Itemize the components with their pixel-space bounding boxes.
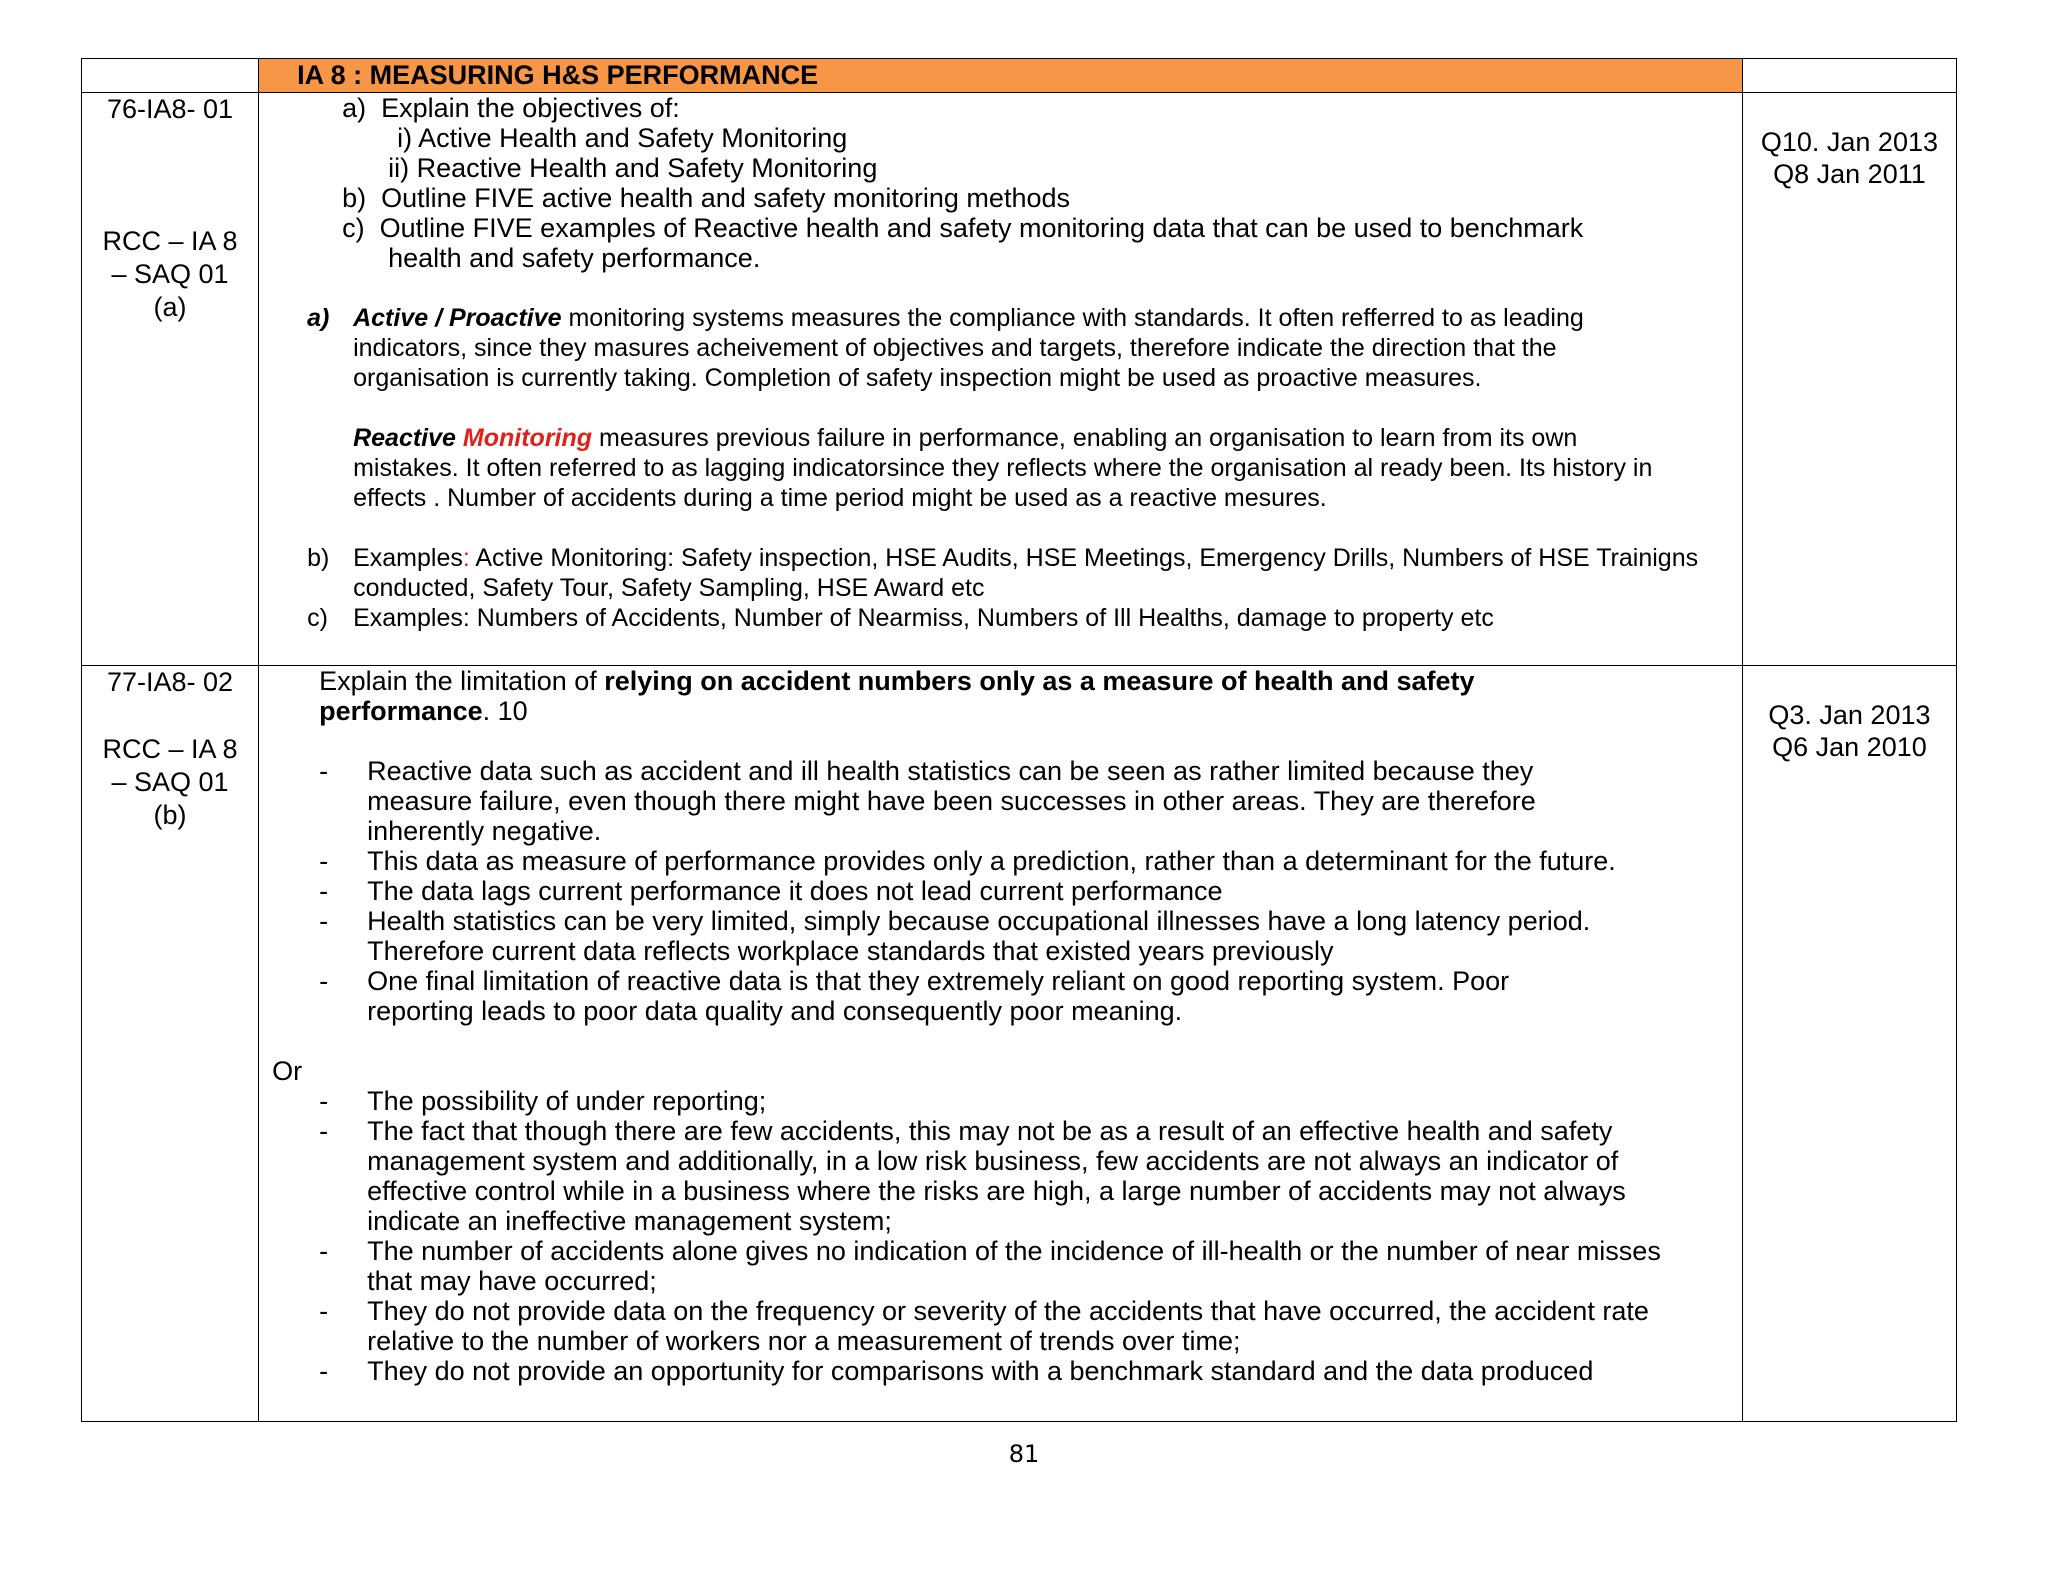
answer-term-highlight: Monitoring [462,424,593,452]
syllabus-ref-line: – SAQ 01 [111,767,229,797]
syllabus-ref-line: RCC – IA 8 [102,226,238,256]
answer-term: Active / Proactive [353,304,562,332]
list-item: - Reactive data such as accident and ill health statistics can be seen as rather limited because they measure failure, even though there might have been successes in other areas. They are therefore inherently negative. [319,756,1536,846]
bullet-list-limitations [259,756,1742,1026]
question-text: Explain the limitation of relying on accident numbers only as a measure of health and safety performance. 10 [319,666,1475,726]
answer-reactive: Reactive Monitoring measures previous failure in performance, enabling an organisation to learn from its own mistakes. It often referred to as lagging indicatorsince they reflects where the organisation al ready been. Its history in effects . Number of accidents during a time period might be used as a reactive mesures. [353,424,1653,512]
list-item: - One final limitation of reactive data is that they extremely reliant on good reporting system. Poor reporting leads to poor data quality and consequently poor meaning. [319,966,1510,1026]
section-header-row [82,59,1957,93]
question-part-b: b) Outline FIVE active health and safety monitoring methods [342,183,1070,213]
syllabus-ref-line: RCC – IA 8 [102,734,238,764]
bullet-list-alternative [259,1086,1742,1386]
header-empty-id-cell [82,59,259,93]
question-part-c-cont: health and safety performance. [388,243,761,273]
question-content-cell [259,666,1743,1422]
question-part-a-ii: ii) Reactive Health and Safety Monitoring [388,153,878,183]
question-row-77 [82,666,1957,1422]
page-number: 81 [1008,1440,1040,1468]
list-item: - They do not provide data on the frequency or severity of the accidents that have occurred, the accident rate relative to the number of workers nor a measurement of trends over time; [319,1296,1649,1356]
section-title: IA 8 : MEASURING H&S PERFORMANCE [297,60,819,90]
question-part-c: c) Outline FIVE examples of Reactive health and safety monitoring data that can be used to benchmark [342,213,1584,243]
list-item: - The possibility of under reporting; [319,1086,767,1116]
question-row-76 [82,93,1957,666]
answer-marker: c) [307,604,328,632]
question-number: 76-IA8- 01 [107,94,234,124]
exam-reference: Q8 Jan 2011 [1773,159,1926,189]
or-separator: Or [272,1056,303,1086]
exam-reference-cell [1742,93,1956,666]
question-part-a-i: i) Active Health and Safety Monitoring [397,123,848,153]
question-number: 77-IA8- 02 [107,667,234,697]
question-id-cell [82,666,259,1422]
list-item: - Health statistics can be very limited, simply because occupational illnesses have a long latency period. Therefore current data reflects workplace standards that existed years previously [319,906,1591,966]
answer-part-c: c) Examples: Numbers of Accidents, Number of Nearmiss, Numbers of Ill Healths, damage to property etc [307,604,1494,632]
question-part-a: a) Explain the objectives of: [342,93,680,123]
question-id-cell [82,93,259,666]
answer-part-b: b) Examples: Active Monitoring: Safety inspection, HSE Audits, HSE Meetings, Emergency Drills, Numbers of HSE Trainigns conducted, Safety Tour, Safety Sampling, HSE Award etc [307,544,1699,602]
exam-reference: Q10. Jan 2013 [1760,127,1938,157]
answer-part-a: a) Active / Proactive monitoring systems measures the compliance with standards. It often refferred to as leading indicators, since they masures acheivement of objectives and targets, therefore indicate the direction that the organisation is currently taking. Completion of safety inspection might be used as proactive measures. [307,304,1584,392]
list-item: - The data lags current performance it does not lead current performance [319,876,1223,906]
syllabus-ref-line: – SAQ 01 [111,259,229,289]
exam-reference: Q3. Jan 2013 [1768,700,1931,730]
list-item: - The fact that though there are few accidents, this may not be as a result of an effective health and safety management system and additionally, in a low risk business, few accidents are not always an indicator of effective control while in a business where the risks are high, a large number of accidents may not always indicate an ineffective management system; [319,1116,1626,1236]
header-empty-ref-cell [1742,59,1956,93]
list-item: - They do not provide an opportunity for comparisons with a benchmark standard and the data produced [319,1356,1594,1386]
list-item: - This data as measure of performance provides only a prediction, rather than a determinant for the future. [319,846,1616,876]
syllabus-ref-line: (b) [153,800,187,830]
exam-reference: Q6 Jan 2010 [1772,732,1927,762]
answer-marker: a) [307,304,330,332]
syllabus-ref-line: (a) [153,292,187,322]
list-item: - The number of accidents alone gives no indication of the incidence of ill-health or the number of near misses that may have occurred; [319,1236,1661,1296]
answer-table [81,58,1957,1422]
answer-marker: b) [307,544,330,572]
answer-term: Reactive [353,424,456,452]
section-header-cell [259,59,1743,93]
exam-reference-cell [1742,666,1956,1422]
question-content-cell [259,93,1743,666]
